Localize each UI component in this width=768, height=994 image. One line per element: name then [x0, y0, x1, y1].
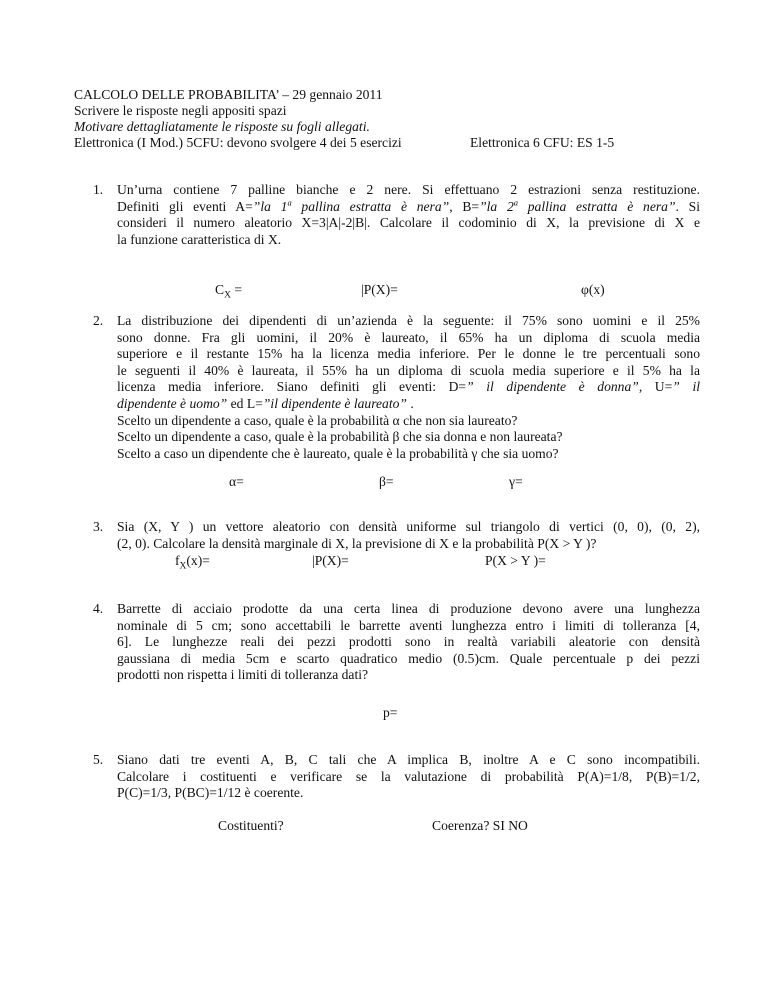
text-line: dipendente è uomo” ed L=”il dipendente è laureato” .	[117, 395, 414, 411]
answer-label-alpha: α=	[229, 474, 244, 489]
text-line: Scelto un dipendente a caso, quale è la probabilità α che non sia laureato?	[117, 412, 518, 428]
answer-label-characteristic: φ(x)	[581, 282, 605, 297]
text-line: Scelto a caso un dipendente che è laureato, quale è la probabilità γ che sia uomo?	[117, 445, 559, 461]
text-line: (2, 0). Calcolare la densità marginale di X, la previsione di X e la probabilità P(X > Y )?	[117, 535, 597, 551]
motivation-text: Motivare dettagliatamente le risposte su fogli allegati.	[74, 119, 370, 134]
text-line: le seguenti il 40% è laureata, il 55% ha un diploma di scuola media superiore e il 5% ha la	[117, 362, 700, 378]
text-line: Siano dati tre eventi A, B, C tali che A implica B, inoltre A e C sono incompatibili.	[117, 752, 700, 767]
text-line: P(C)=1/3, P(BC)=1/12 è coerente.	[117, 785, 304, 801]
text-line: gaussiana di media 5cm e scarto quadratico medio (0.5)cm. Quale percentuale p dei pezzi	[117, 650, 700, 666]
course-left-text: Elettronica (I Mod.) 5CFU: devono svolgere 4 dei 5 esercizi	[74, 135, 402, 150]
answer-label-expectation: |P(X)=	[361, 282, 398, 297]
answer-label-beta: β=	[379, 474, 394, 489]
text-line: prodotti non rispetta i limiti di tolleranza dati?	[117, 667, 369, 683]
text-line: consideri il numero aleatorio X=3|A|-2|B|. Calcolare il codominio di X, la previsione di X e	[117, 215, 700, 231]
instruction-text: Scrivere le risposte negli appositi spazi	[74, 103, 287, 118]
text-line: La distribuzione dei dipendenti di un’azienda è la seguente: il 75% sono uomini e il 25%	[117, 313, 700, 328]
answer-label-probability: P(X > Y )=	[485, 553, 546, 568]
question-text	[117, 313, 700, 462]
question-text	[117, 182, 700, 248]
question-text	[117, 752, 700, 802]
question-number: 1.	[93, 182, 104, 197]
question-number: 4.	[93, 601, 104, 616]
text-line: licenza media inferiore. Siano definiti gli eventi: D=” il dipendente è donna”, U=” il	[117, 379, 701, 395]
question-number: 3.	[93, 519, 104, 534]
answer-label-marginal-density: $f_X(x)=$	[175, 553, 210, 572]
answer-label-gamma: γ=	[509, 474, 523, 489]
text-line: Calcolare i costituenti e verificare se la valutazione di probabilità P(A)=1/8, P(B)=1/2,	[117, 768, 700, 784]
answer-label-codomain: $C_X$ =	[215, 282, 243, 301]
text-line: Definiti gli eventi A=”la 1$^a$ pallina estratta è nera”, B=”la 2$^a$ pallina estratta è nera”. Si	[117, 197, 700, 214]
text-line: 6]. Le lunghezze reali dei pezzi prodotti sono in realtà variabili aleatorie con densità	[117, 634, 700, 650]
answer-label-percentage: p=	[383, 705, 398, 720]
text-line: Sia (X, Y ) un vettore aleatorio con densità uniforme sul triangolo di vertici (0, 0), (0, 2),	[117, 519, 700, 534]
question-text	[117, 519, 700, 552]
text-line: nominale di 5 cm; sono accettabili le barrette aventi lunghezza entro i limiti di tolleranza [4,	[117, 617, 700, 633]
question-text	[117, 601, 700, 684]
answer-label-expectation: |P(X)=	[312, 553, 349, 568]
text-line: Un’urna contiene 7 palline bianche e 2 nere. Si effettuano 2 estrazioni senza restituzione.	[117, 182, 700, 197]
text-line: sono donne. Fra gli uomini, il 20% è laureato, il 65% ha un diploma di scuola media	[117, 329, 700, 345]
question-number: 5.	[93, 752, 104, 767]
text-line: la funzione caratteristica di X.	[117, 231, 282, 247]
text-line: Scelto un dipendente a caso, quale è la probabilità β che sia donna e non laureata?	[117, 429, 563, 445]
text-line: Barrette di acciaio prodotte da una certa linea di produzione devono avere una lunghezza	[117, 601, 700, 616]
question-number: 2.	[93, 313, 104, 328]
course-right-text: Elettronica 6 CFU: ES 1-5	[470, 135, 615, 150]
exam-title: CALCOLO DELLE PROBABILITA’ – 29 gennaio 2011	[74, 87, 383, 102]
text-line: superiore e il restante 15% ha la licenza media inferiore. Per le donne le tre percentuali sono	[117, 346, 700, 362]
answer-label-constituents: Costituenti?	[218, 818, 284, 833]
answer-label-coherence: Coerenza? SI NO	[432, 818, 528, 833]
